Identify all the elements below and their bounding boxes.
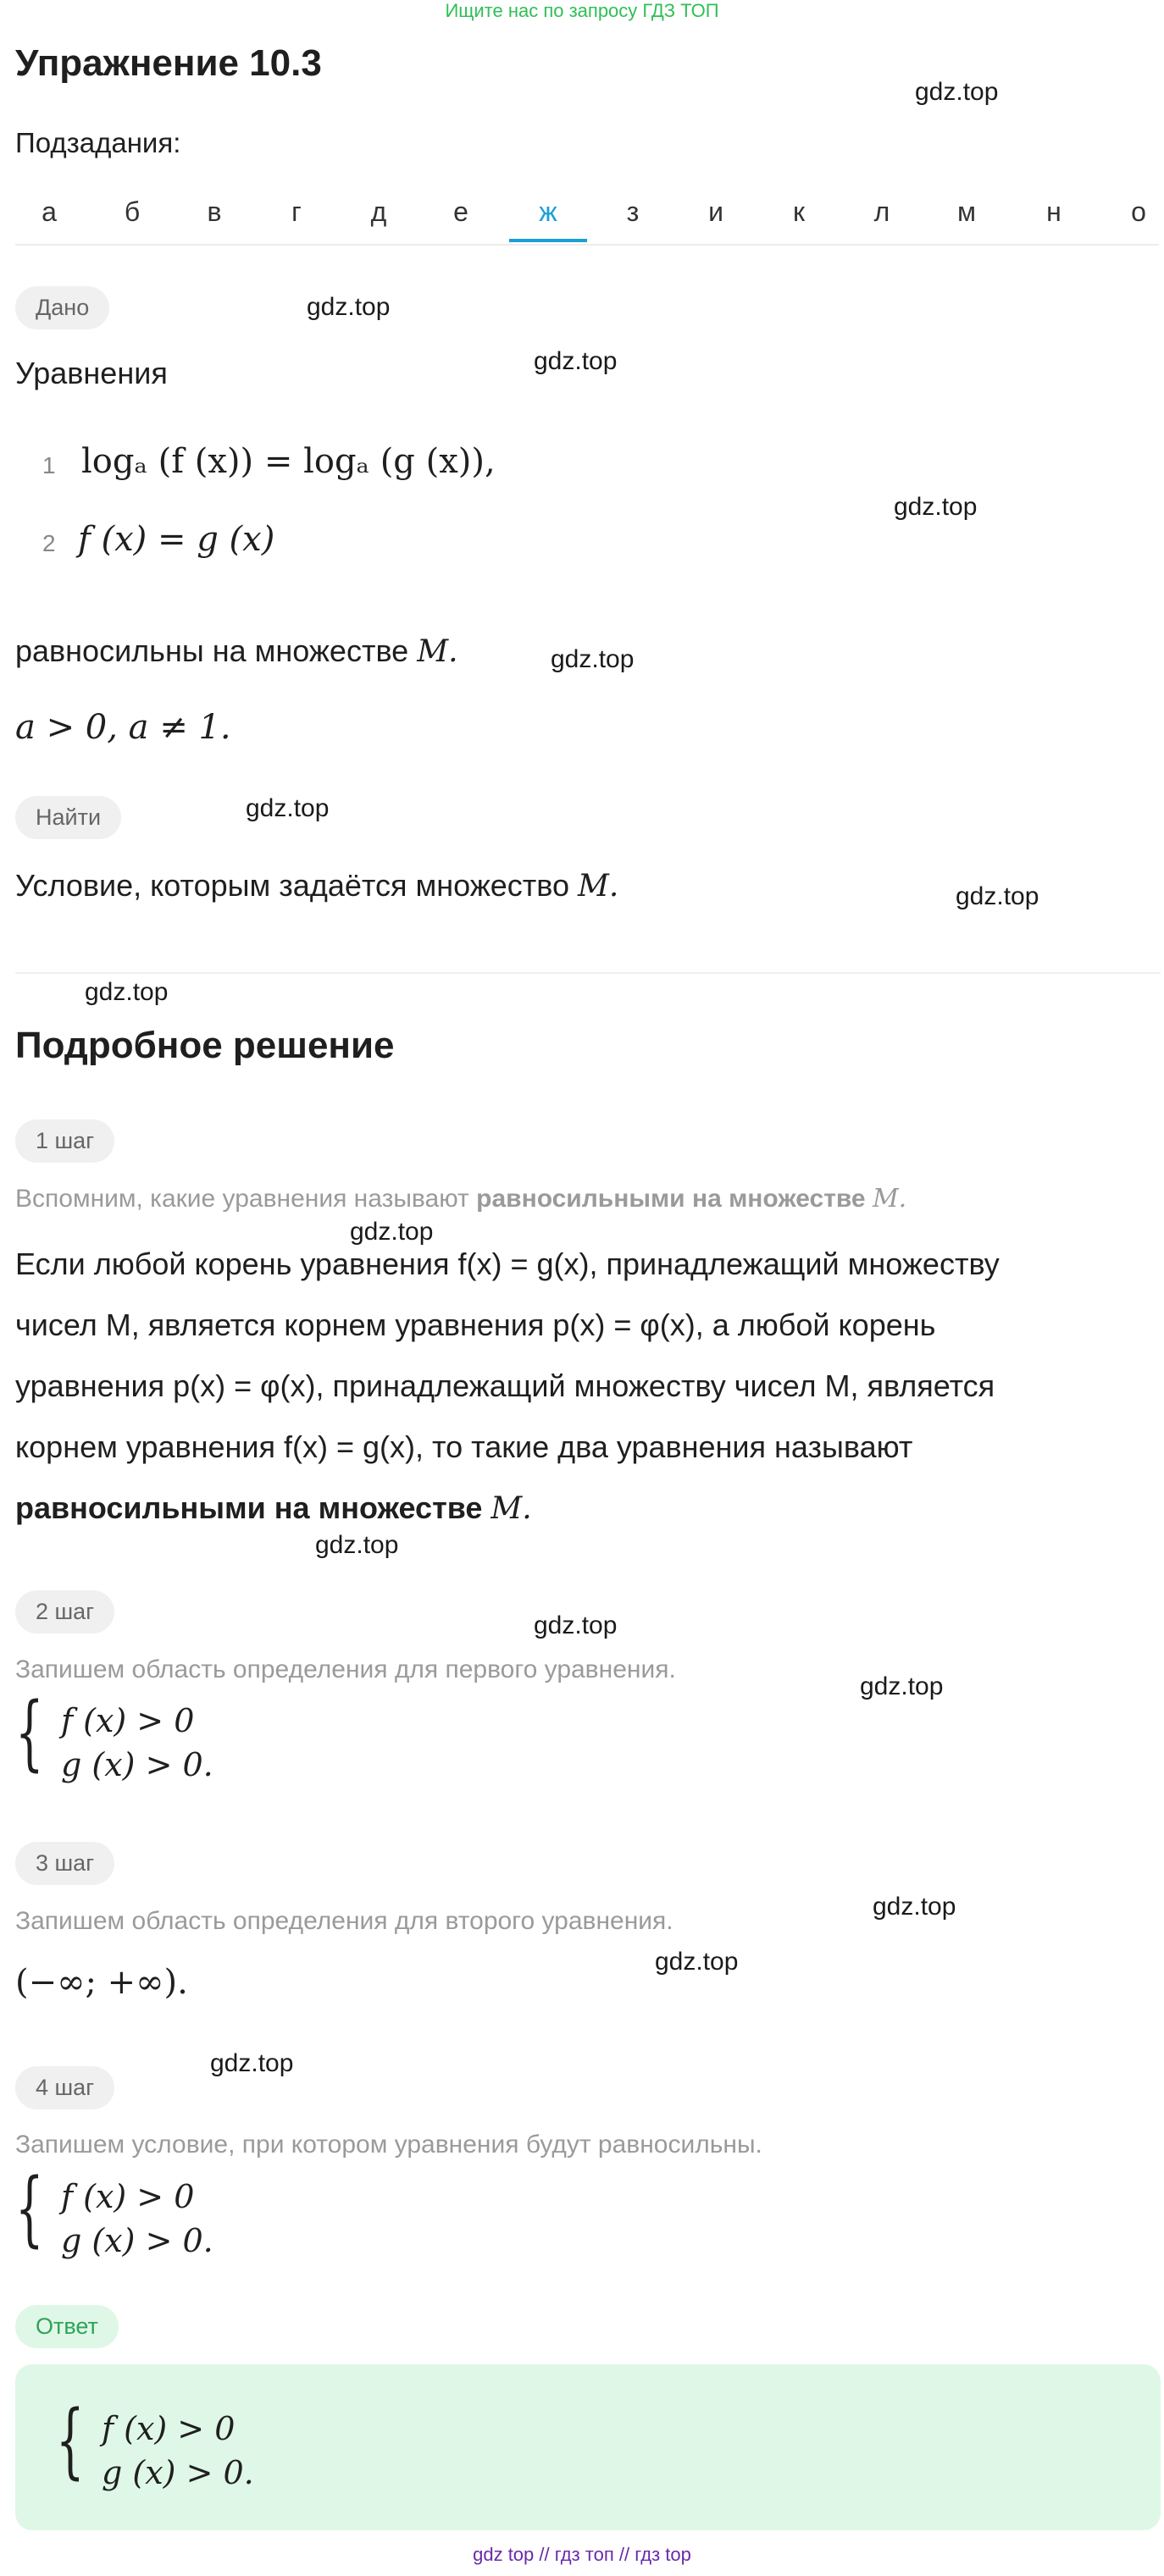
- footer-links[interactable]: gdz top // гдз топ // гдз top: [473, 2544, 691, 2565]
- tab-b[interactable]: б: [124, 196, 141, 227]
- watermark: gdz.top: [956, 882, 1039, 910]
- step-1-hint-a: Вспомним, какие уравнения называют: [15, 1185, 469, 1213]
- step-4-pill: 4 шаг: [15, 2066, 114, 2109]
- subtask-tabs: [15, 188, 1159, 246]
- answer-pill: Ответ: [15, 2305, 119, 2348]
- system-line-1: f (x) > 0: [61, 1702, 195, 1739]
- watermark: gdz.top: [85, 978, 169, 1006]
- watermark: gdz.top: [915, 78, 999, 106]
- tab-z[interactable]: з: [626, 196, 640, 227]
- step-3-hint: Запишем область определения для второго уравнения.: [15, 1907, 673, 1935]
- system-line-2: g (x) > 0.: [61, 1746, 213, 1783]
- step-1-pill: 1 шаг: [15, 1119, 114, 1163]
- given-pill: Дано: [15, 286, 109, 329]
- equation-1: logₐ (f (x)) = logₐ (g (x)),: [81, 442, 496, 481]
- watermark: gdz.top: [534, 347, 618, 375]
- system-brace-icon: {: [15, 1685, 44, 1780]
- given-text-label: равносильны на множестве: [15, 633, 409, 668]
- answer-line-2: g (x) > 0.: [102, 2454, 254, 2491]
- watermark: gdz.top: [210, 2049, 294, 2077]
- tab-l[interactable]: л: [873, 196, 890, 227]
- step-1-hint: [15, 1184, 906, 1213]
- given-text: [15, 633, 458, 669]
- watermark: gdz.top: [350, 1218, 434, 1246]
- tab-i[interactable]: и: [708, 196, 723, 227]
- tab-a[interactable]: а: [42, 196, 57, 227]
- tab-n[interactable]: н: [1046, 196, 1061, 227]
- step-1-hint-b: равносильными на множестве: [476, 1185, 866, 1213]
- tab-zh[interactable]: ж: [539, 196, 557, 227]
- page-title: Упражнение 10.3: [15, 42, 322, 84]
- step-1-line: Если любой корень уравнения f(x) = g(x), принадлежащий множеству: [15, 1247, 1000, 1281]
- tab-m[interactable]: м: [957, 196, 976, 227]
- watermark: gdz.top: [860, 1672, 944, 1700]
- tab-k[interactable]: к: [793, 196, 805, 227]
- watermark: gdz.top: [315, 1531, 399, 1559]
- tab-v[interactable]: в: [207, 196, 222, 227]
- watermark: gdz.top: [655, 1948, 739, 1976]
- system-brace-icon: {: [15, 2161, 44, 2256]
- step-1-line: уравнения p(x) = φ(x), принадлежащий множеству чисел M, является: [15, 1368, 995, 1403]
- set-m: M.: [417, 634, 458, 669]
- step-1-bold-term: равносильными на множестве: [15, 1490, 483, 1525]
- step-1-line: корнем уравнения f(x) = g(x), то такие два уравнения называют: [15, 1429, 913, 1464]
- find-text-label: Условие, которым задаётся множество: [15, 868, 570, 903]
- watermark: gdz.top: [873, 1893, 956, 1921]
- top-banner[interactable]: Ищите нас по запросу ГДЗ ТОП: [445, 0, 719, 21]
- answer-box: [15, 2364, 1161, 2530]
- watermark: gdz.top: [551, 645, 635, 673]
- solution-title: Подробное решение: [15, 1025, 395, 1066]
- step-1-last-line: [15, 1490, 532, 1526]
- watermark: gdz.top: [307, 293, 391, 321]
- find-text: [15, 868, 618, 904]
- system-line-2: g (x) > 0.: [61, 2222, 213, 2259]
- step-4-hint: Запишем условие, при котором уравнения будут равносильны.: [15, 2131, 762, 2159]
- given-condition: a > 0, a ≠ 1.: [15, 708, 231, 747]
- tab-d[interactable]: д: [370, 196, 387, 227]
- find-pill: Найти: [15, 796, 121, 839]
- equation-2: f (x) = g (x): [78, 520, 275, 559]
- subtasks-label: Подзадания:: [15, 127, 181, 158]
- set-m: M.: [578, 869, 619, 904]
- step-2-hint: Запишем область определения для первого уравнения.: [15, 1656, 676, 1683]
- step-3-interval: (−∞; +∞).: [15, 1963, 188, 2002]
- tab-g[interactable]: г: [291, 196, 302, 227]
- step-3-pill: 3 шаг: [15, 1842, 114, 1885]
- section-divider: [15, 972, 1161, 974]
- answer-line-1: f (x) > 0: [102, 2410, 236, 2447]
- tab-e[interactable]: е: [453, 196, 468, 227]
- active-tab-indicator: [509, 239, 587, 242]
- step-1-line: чисел M, является корнем уравнения p(x) = φ(x), а любой корень: [15, 1307, 936, 1342]
- watermark: gdz.top: [246, 794, 330, 822]
- step-1-hint-c: M.: [872, 1184, 907, 1213]
- equation-number: 2: [42, 530, 56, 556]
- system-line-1: f (x) > 0: [61, 2178, 195, 2215]
- system-brace-icon: {: [56, 2393, 85, 2488]
- equation-number: 1: [42, 452, 56, 478]
- given-heading: Уравнения: [15, 356, 168, 390]
- tab-o[interactable]: о: [1131, 196, 1146, 227]
- watermark: gdz.top: [894, 493, 978, 521]
- set-m: M.: [491, 1491, 532, 1526]
- watermark: gdz.top: [534, 1611, 618, 1639]
- step-2-pill: 2 шаг: [15, 1590, 114, 1633]
